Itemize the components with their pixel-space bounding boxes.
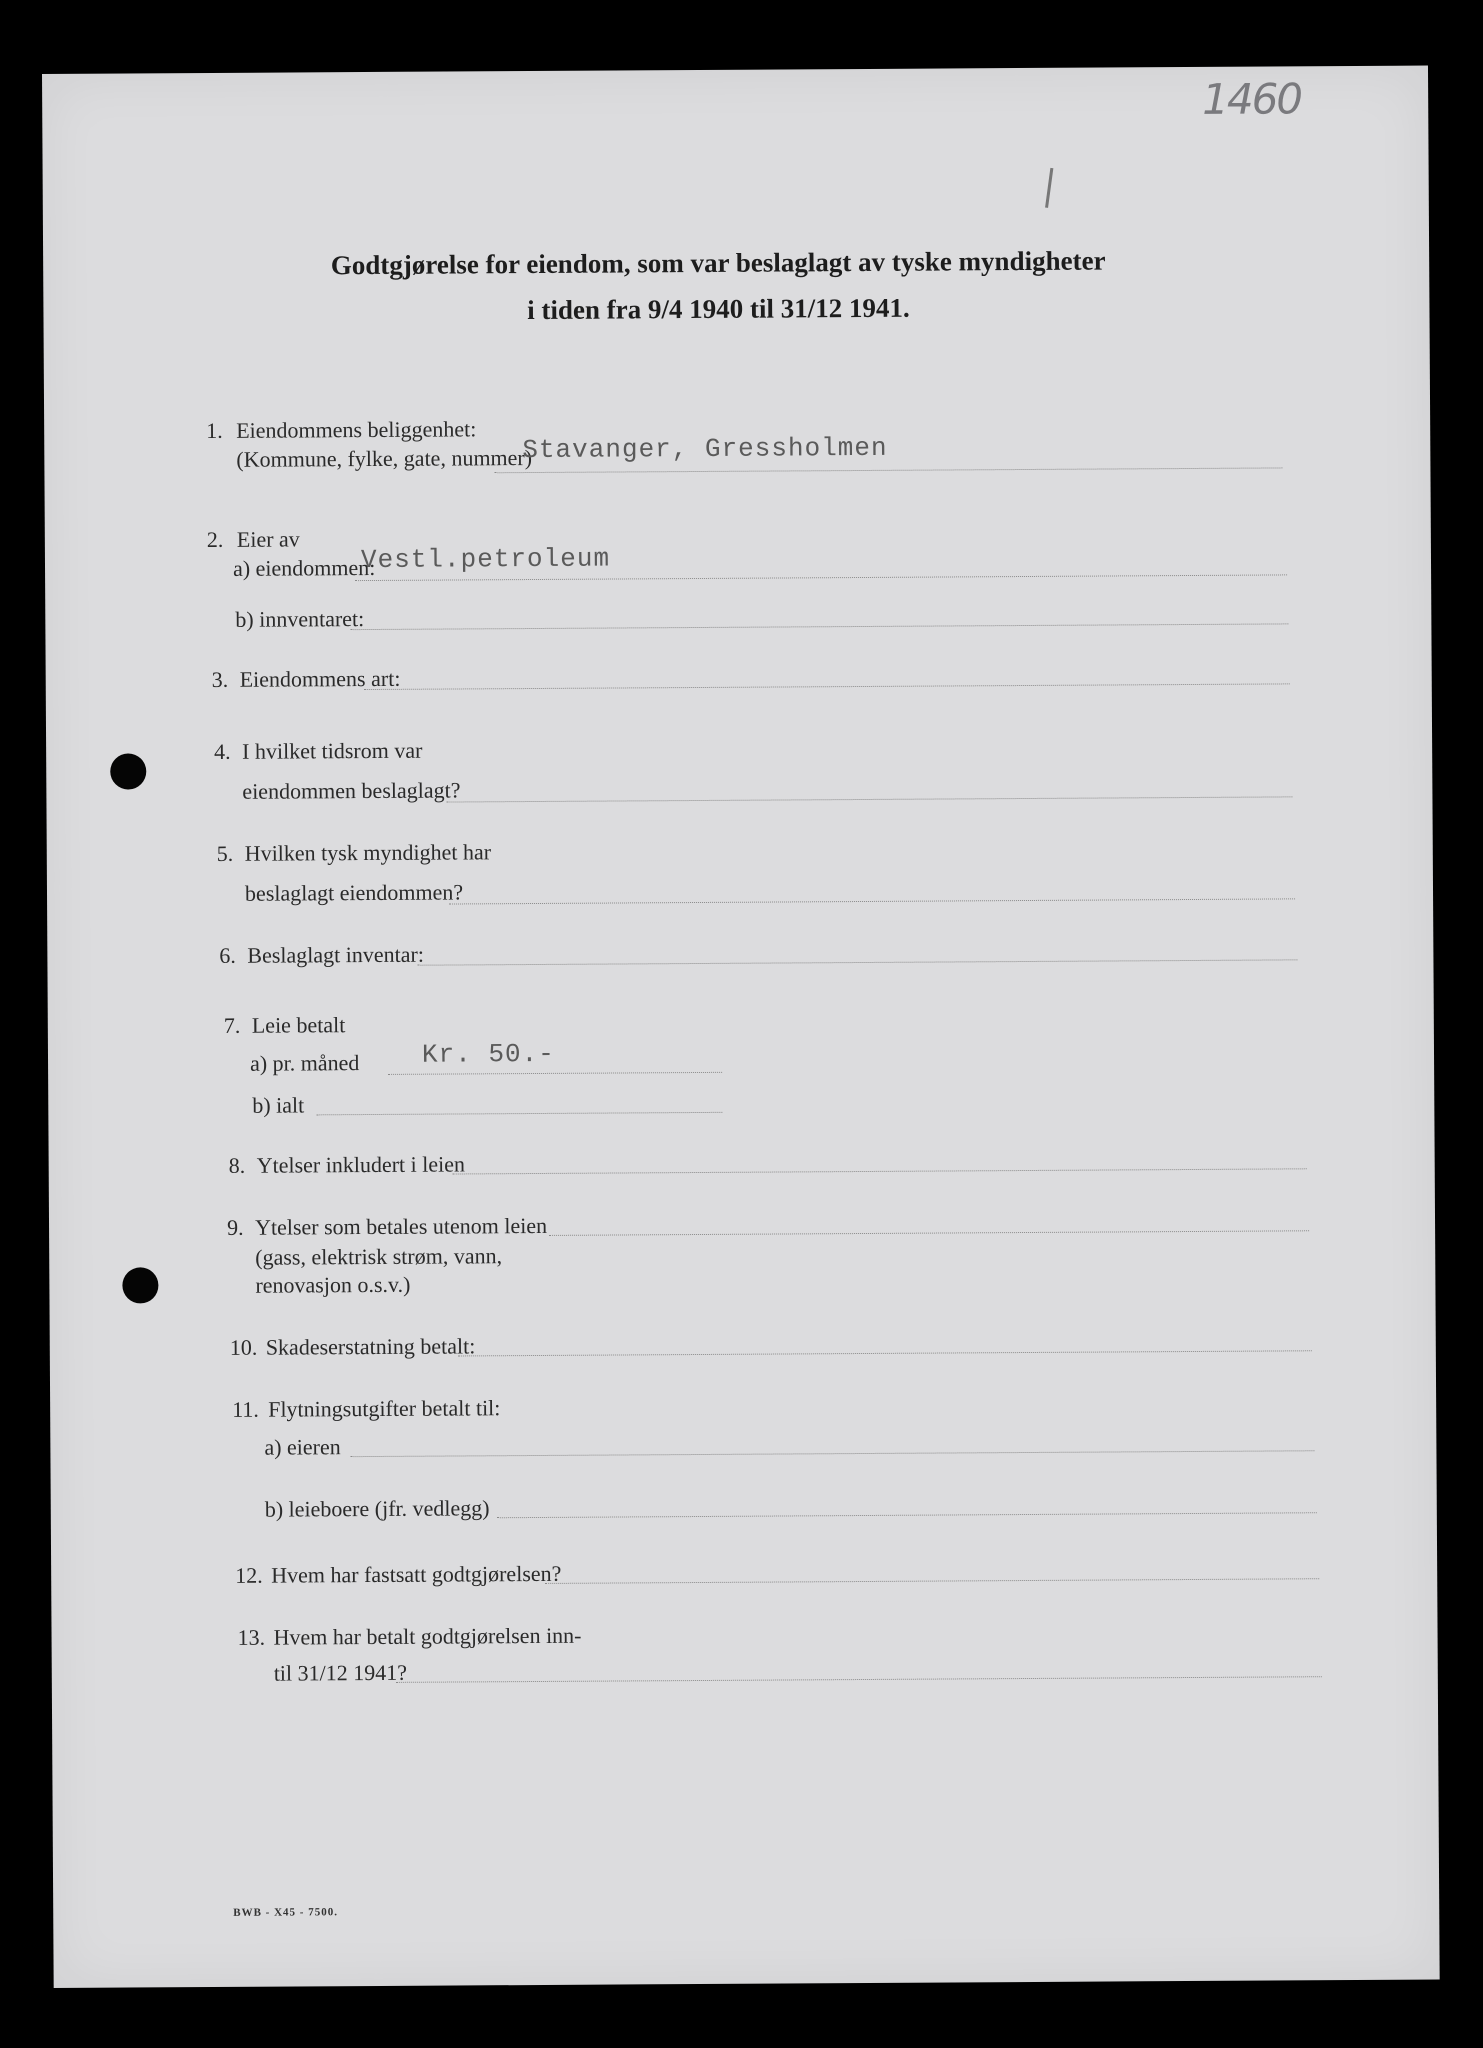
q1-line1: 1. Eiendommens beliggenhet: [206, 416, 477, 444]
q11-a-label: a) eieren [264, 1434, 341, 1460]
q7-b-answer-line[interactable] [316, 1112, 722, 1115]
q4-answer-line[interactable] [446, 796, 1292, 802]
q12-label: 12. Hvem har fastsatt godtgjørelsen? [235, 1560, 562, 1588]
q11-b-label: b) leieboere (jfr. vedlegg) [264, 1495, 490, 1522]
q13-line2: til 31/12 1941? [273, 1659, 408, 1686]
q1-answer-line[interactable] [494, 467, 1282, 473]
q13-answer-line[interactable] [396, 1676, 1322, 1683]
q11-a-answer-line[interactable] [350, 1450, 1314, 1457]
q11-b-answer-line[interactable] [497, 1512, 1317, 1518]
q3-label: 3. Eiendommens art: [211, 665, 401, 692]
q2-a-answer-line[interactable] [355, 574, 1287, 581]
form-page [42, 66, 1440, 1988]
q1-answer: Stavanger, Gressholmen [522, 432, 888, 466]
punch-hole-bottom [122, 1267, 158, 1303]
q5-line1: 5. Hvilken tysk myndighet har [216, 839, 492, 866]
printer-imprint: BWB - X45 - 7500. [233, 1906, 338, 1919]
q10-answer-line[interactable] [458, 1350, 1312, 1356]
q10-label: 10. Skadeserstatning betalt: [229, 1333, 476, 1360]
q2-b-answer-line[interactable] [350, 623, 1288, 630]
q11-line1: 11. Flytningsutgifter betalt til: [232, 1395, 501, 1422]
page-number: 1460 [1202, 74, 1302, 124]
q2-a-answer: Vestl.petroleum [360, 543, 611, 576]
q9-answer-line[interactable] [549, 1230, 1309, 1236]
q3-answer-line[interactable] [364, 683, 1290, 690]
q8-answer-line[interactable] [453, 1168, 1307, 1174]
q2-line1: 2. Eier av [206, 526, 300, 553]
q9-line3: renovasjon o.s.v.) [255, 1271, 411, 1298]
punch-hole-top [110, 753, 146, 789]
q7-b-label: b) ialt [252, 1092, 305, 1118]
form-title [193, 237, 1244, 335]
q13-line1: 13. Hvem har betalt godtgjørelsen inn- [237, 1622, 582, 1650]
form-title-line1: Godtgjørelse for eiendom, som var beslaglagt av tyske myndigheter [330, 245, 1106, 281]
q9-line1: 9. Ytelser som betales utenom leien [226, 1212, 548, 1240]
q6-label: 6. Beslaglagt inventar: [219, 941, 425, 968]
q5-line2: beslaglagt eiendommen? [244, 879, 464, 906]
q7-a-answer: Kr. 50.- [421, 1038, 555, 1070]
q2-a-label: a) eiendommen: [232, 554, 376, 581]
q4-line1: 4. I hvilket tidsrom var [214, 737, 423, 764]
q8-label: 8. Ytelser inkludert i leien [228, 1151, 466, 1178]
q9-line2: (gass, elektrisk strøm, vann, [255, 1243, 503, 1270]
q1-line2: (Kommune, fylke, gate, nummer) [236, 445, 533, 472]
q5-answer-line[interactable] [449, 898, 1295, 904]
q4-line2: eiendommen beslaglagt? [242, 777, 461, 804]
q7-a-answer-line[interactable] [388, 1072, 722, 1075]
q2-b-label: b) innventaret: [235, 606, 365, 632]
form-title-line2: i tiden fra 9/4 1940 til 31/12 1941. [527, 292, 910, 326]
q7-a-label: a) pr. måned [249, 1050, 360, 1076]
q12-answer-line[interactable] [545, 1578, 1319, 1584]
q6-answer-line[interactable] [417, 959, 1297, 965]
q7-line1: 7. Leie betalt [223, 1012, 346, 1038]
pencil-mark [1045, 168, 1053, 208]
